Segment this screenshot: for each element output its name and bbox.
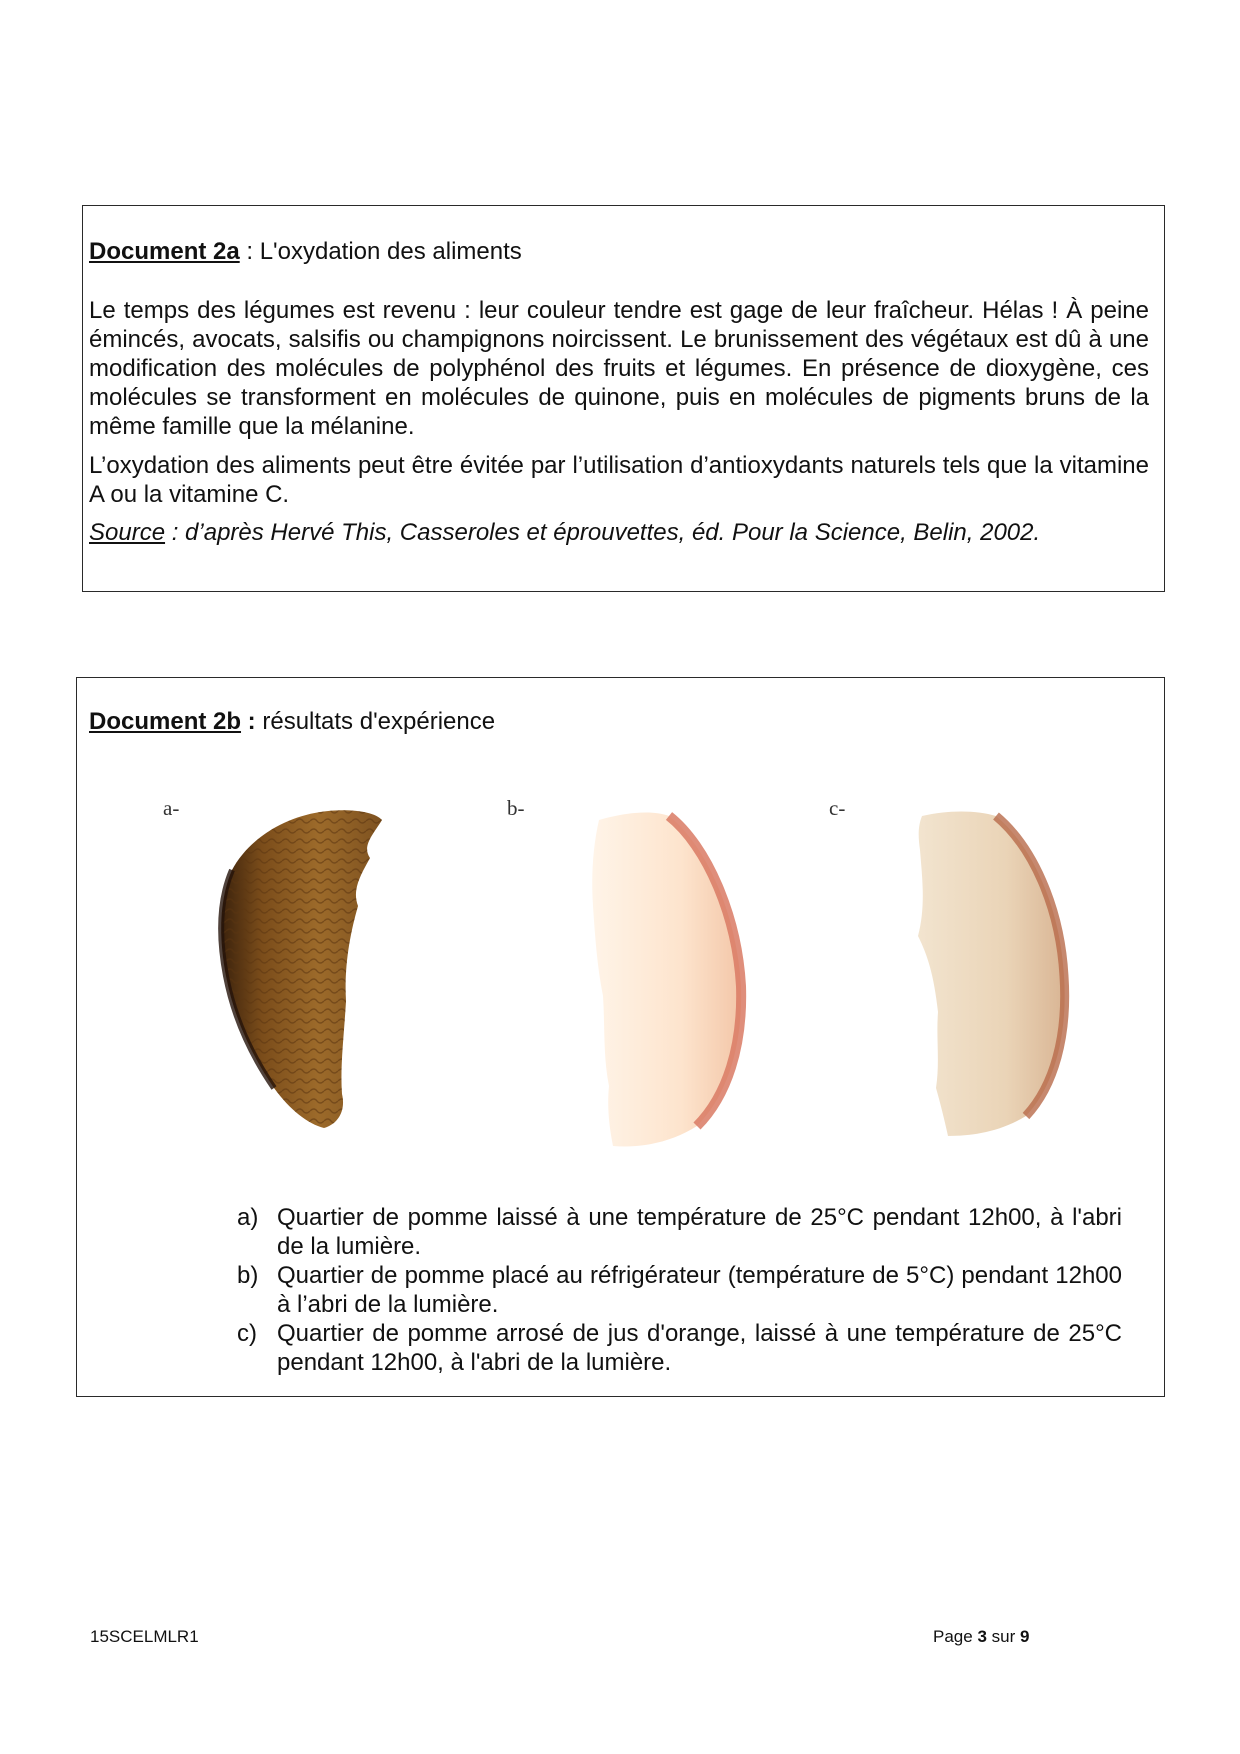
photo-a-apple-slice-browned [212,806,427,1146]
document-2a-paragraph-2: L’oxydation des aliments peut être évitée par l’utilisation d’antioxydants naturels tels que la vitamine A ou la vitamine C. [89,452,1149,508]
caption-text: Quartier de pomme placé au réfrigérateur (température de 5°C) pendant 12h00 à l’abri de la lumière. [277,1262,1122,1318]
document-2b-colon: : [241,708,256,735]
photo-c-apple-slice-orange-juice [892,806,1092,1146]
caption-list [237,1203,1122,1377]
caption-item [237,1261,1122,1319]
document-2b-title: résultats d'expérience [255,708,496,735]
document-2a-paragraph-1: Le temps des légumes est revenu : leur couleur tendre est gage de leur fraîcheur. Hélas ! À peine émincés, avocats, salsifis ou champignons noircissent. Le brunissement des végétaux est dû à une modification des molécules de polyphénol des fruits et légumes. En présence de dioxygène, ces molécules se transforment en molécules de quinone, puis en molécules de pigments bruns de la même famille que la mélanine. [89,297,1149,440]
document-2b-heading [89,708,495,736]
footer-page-number [933,1627,1029,1647]
document-2a-title: : L'oxydation des aliments [239,238,522,265]
source-text: : d’après Hervé This, Casseroles et éprouvettes, éd. Pour la Science, Belin, 2002. [165,519,1041,546]
photo-b-apple-slice-fresh [557,806,757,1156]
document-2a-label: Document 2a [89,238,240,265]
document-2a-box [82,205,1165,592]
caption-marker: b) [237,1262,259,1289]
page-separator: sur [986,1627,1020,1646]
photo-a-label: a- [163,796,180,820]
page-current: 3 [977,1627,987,1646]
caption-marker: a) [237,1204,259,1231]
caption-text: Quartier de pomme arrosé de jus d'orange, laissé à une température de 25°C pendant 12h00, à l'abri de la lumière. [277,1320,1122,1376]
caption-marker: c) [237,1320,257,1347]
caption-text: Quartier de pomme laissé à une température de 25°C pendant 12h00, à l'abri de la lumière. [277,1204,1122,1260]
footer-document-code: 15SCELMLR1 [90,1627,199,1646]
caption-item [237,1203,1122,1261]
document-2a-heading [89,238,522,266]
page-word: Page [933,1627,978,1646]
document-2b-box [76,677,1165,1397]
document-2b-label: Document 2b [89,708,242,735]
caption-item [237,1319,1122,1377]
document-2a-source [89,518,1149,547]
source-label: Source [89,519,166,546]
page-total: 9 [1019,1627,1030,1646]
photo-c-label: c- [829,796,846,820]
photo-b-label: b- [507,796,525,820]
